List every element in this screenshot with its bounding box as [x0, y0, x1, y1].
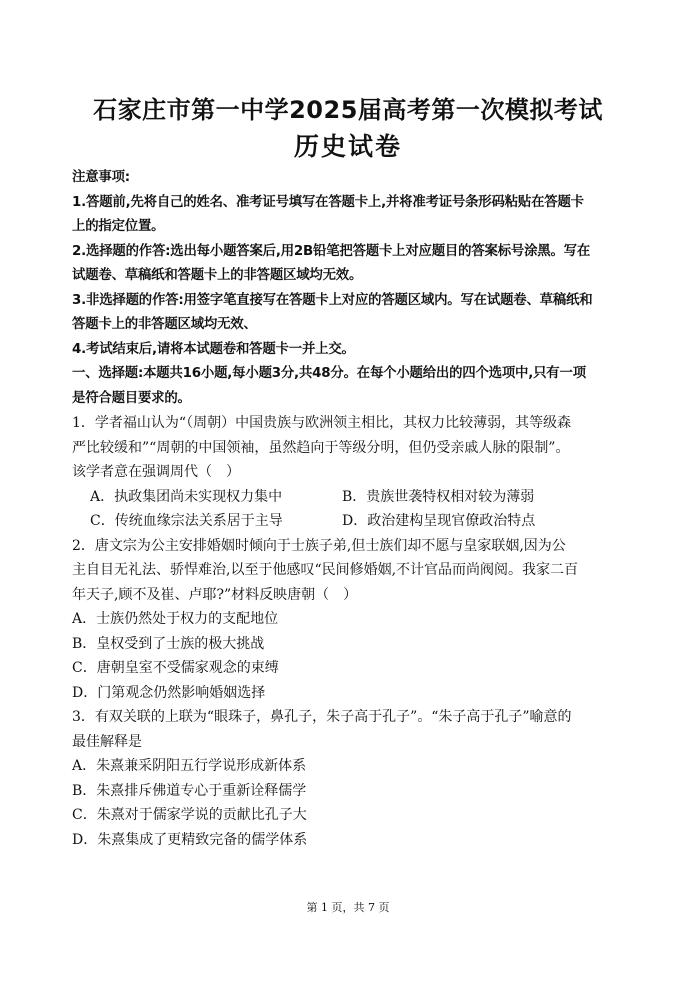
section-line: 是符合题目要求的。 [72, 390, 191, 406]
question-stem-line: 严比较缓和”“周朝的中国领袖，虽然趋向于等级分明，但仍受亲戚人脉的限制”。 [72, 439, 570, 456]
option-a: A．士族仍然处于权力的支配地位 [72, 611, 279, 627]
option-b: B．贵族世袭特权相对较为薄弱 [342, 488, 535, 505]
question-stem-line: 主自目无礼法、骄悍难治,以至于他感叹“民间修婚姻,不计官品而尚阀阅。我家二百 [72, 562, 579, 578]
exam-title: 石家庄市第一中学2025届高考第一次模拟考试 [93, 96, 603, 124]
option-c: C．唐朝皇室不受儒家观念的束缚 [72, 660, 279, 676]
section-heading [72, 362, 632, 411]
notice-line: 1.答题前,先将自己的姓名、准考证号填写在答题卡上,并将准考证号条形码粘贴在答题卡 [72, 194, 584, 210]
question-stem-line: 2．唐文宗为公主安排婚姻时倾向于士族子弟,但士族们却不愿与皇家联姻,因为公 [72, 537, 566, 554]
notice-line: 答题卡上的非答题区域均无效、 [72, 317, 257, 332]
option-d: D．门第观念仍然影响婚姻选择 [72, 684, 266, 701]
question-stem-line: 该学者意在强调周代（ ） [72, 464, 240, 480]
notice-line: 上的指定位置。 [72, 219, 165, 234]
option-a: A．朱熹兼采阴阳五行学说形成新体系 [72, 758, 307, 774]
notice-heading: 注意事项: [72, 170, 130, 185]
notice-line: 3.非选择题的作答:用签字笔直接写在答题卡上对应的答题区域内。写在试题卷、草稿纸和 [72, 292, 593, 308]
notice-section [72, 166, 632, 362]
option-row [72, 509, 632, 534]
question-stem-line: 最佳解释是 [72, 733, 142, 750]
option-c: C．朱熹对于儒家学说的贡献比孔子大 [72, 807, 307, 823]
notice-line: 4.考试结束后,请将本试题卷和答题卡一并上交。 [72, 341, 355, 357]
question-1 [72, 411, 632, 534]
question-stem-line: 1．学者福山认为“（周朝）中国贵族与欧洲领主相比，其权力比较薄弱，其等级森 [72, 415, 572, 431]
exam-body [72, 166, 632, 852]
question-2 [72, 534, 632, 706]
option-b: B．朱熹排斥佛道专心于重新诠释儒学 [72, 782, 307, 799]
option-c: C．传统血缘宗法关系居于主导 [90, 513, 283, 529]
option-row [72, 485, 632, 510]
page-number: 第 1 页，共 7 页 [306, 901, 390, 914]
notice-line: 试题卷、草稿纸和答题卡上的非答题区域均无效。 [72, 268, 363, 283]
question-stem-line: 3．有双关联的上联为“眼珠子，鼻孔子，朱子高于孔子”。“朱子高于孔子”喻意的 [72, 709, 572, 725]
option-b: B．皇权受到了士族的极大挑战 [72, 635, 265, 652]
option-d: D．朱熹集成了更精致完备的儒学体系 [72, 831, 308, 848]
notice-line: 2.选择题的作答:选出每小题答案后,用2B铅笔把答题卡上对应题目的答案标号涂黑。写在 [72, 243, 591, 259]
question-stem-line: 年天子,顾不及崔、卢耶?”材料反映唐朝（ ） [72, 586, 358, 603]
question-3 [72, 705, 632, 852]
subject-title: 历史试卷 [293, 132, 402, 161]
option-d: D．政治建构呈现官僚政治特点 [342, 513, 536, 529]
option-a: A．执政集团尚未实现权力集中 [90, 488, 283, 505]
section-line: 一、选择题:本题共16小题,每小题3分,共48分。在每个小题给出的四个选项中,只有一项 [72, 366, 586, 381]
